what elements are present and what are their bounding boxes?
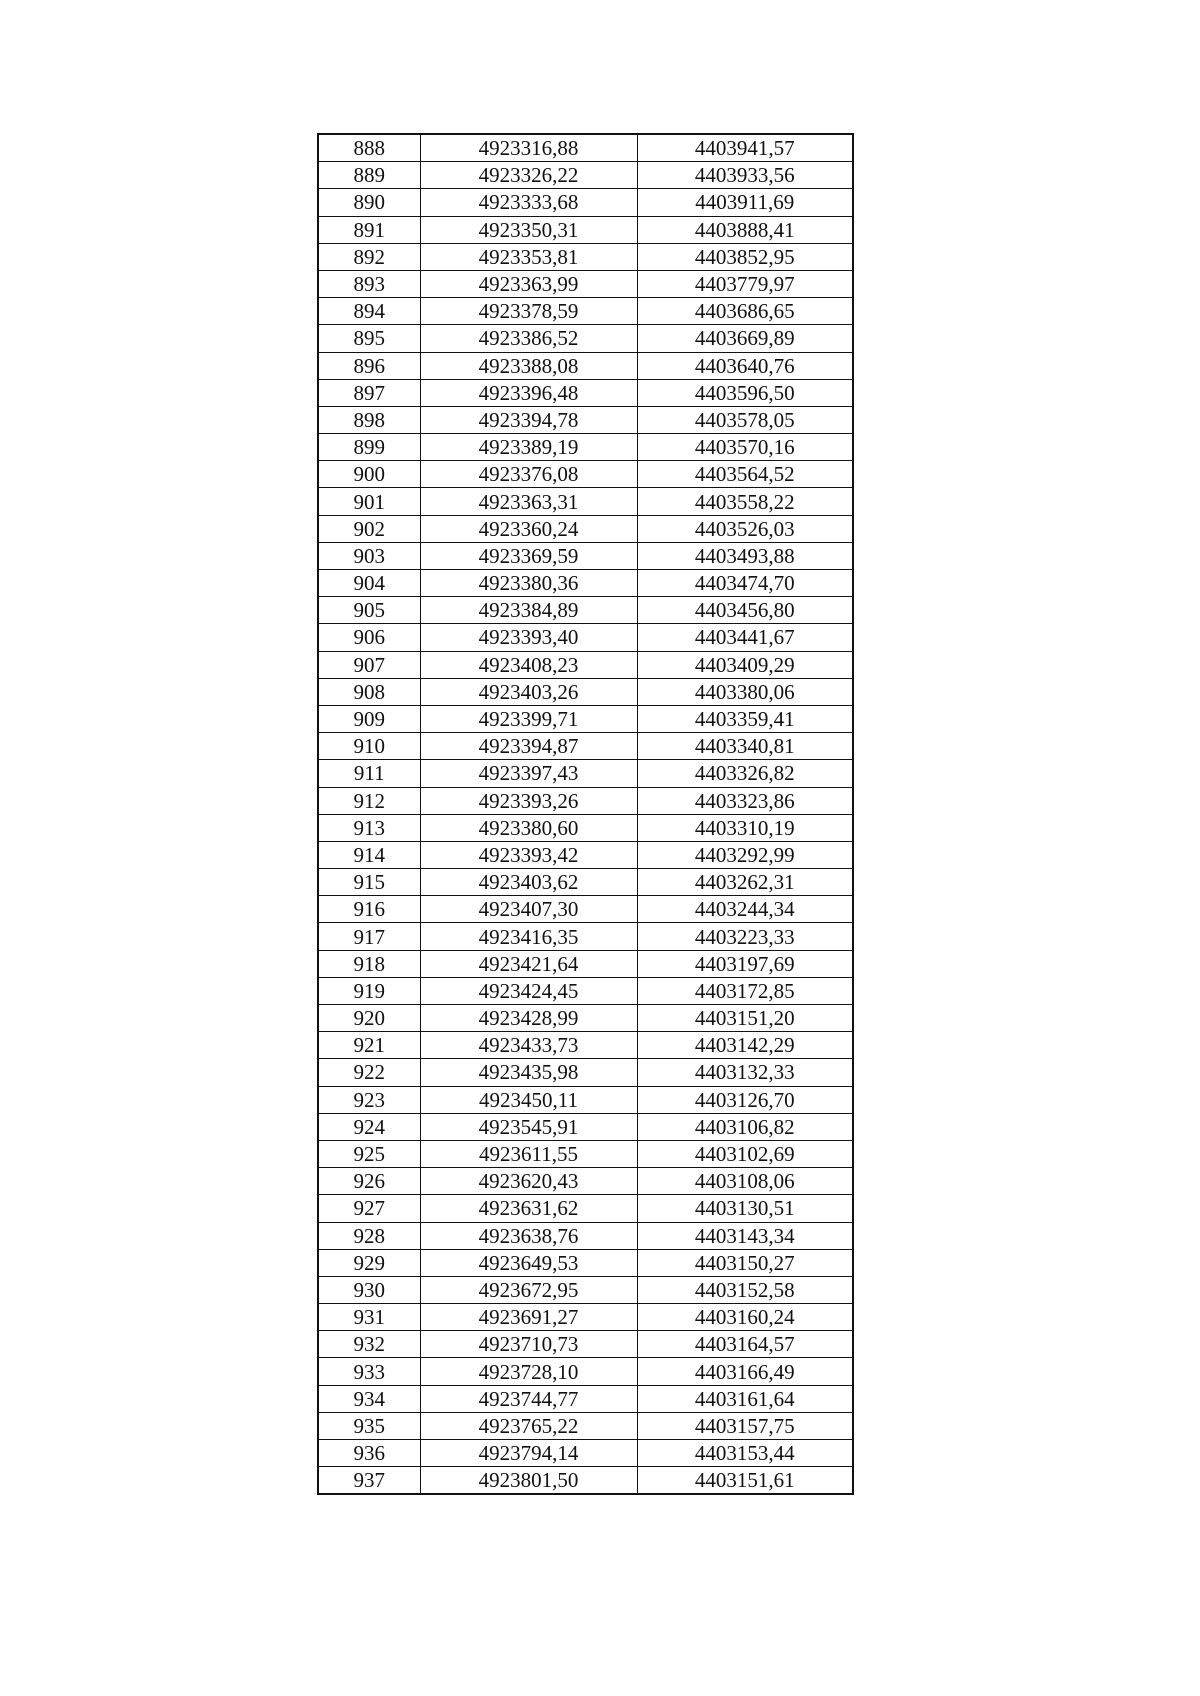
- y-coordinate-cell: 4403441,67: [637, 624, 853, 651]
- y-coordinate-cell: 4403197,69: [637, 950, 853, 977]
- y-coordinate-cell: 4403132,33: [637, 1059, 853, 1086]
- y-coordinate-cell: 4403152,58: [637, 1276, 853, 1303]
- point-number-cell: 895: [318, 325, 420, 352]
- y-coordinate-cell: 4403130,51: [637, 1195, 853, 1222]
- point-number-cell: 929: [318, 1249, 420, 1276]
- table-row: [318, 1168, 853, 1195]
- table-row: [318, 787, 853, 814]
- x-coordinate-cell: 4923393,26: [420, 787, 637, 814]
- y-coordinate-cell: 4403262,31: [637, 869, 853, 896]
- x-coordinate-cell: 4923403,62: [420, 869, 637, 896]
- y-coordinate-cell: 4403126,70: [637, 1086, 853, 1113]
- x-coordinate-cell: 4923363,31: [420, 488, 637, 515]
- x-coordinate-cell: 4923326,22: [420, 162, 637, 189]
- table-row: [318, 406, 853, 433]
- x-coordinate-cell: 4923394,87: [420, 733, 637, 760]
- point-number-cell: 934: [318, 1385, 420, 1412]
- x-coordinate-cell: 4923620,43: [420, 1168, 637, 1195]
- table-row: [318, 1412, 853, 1439]
- table-row: [318, 216, 853, 243]
- point-number-cell: 925: [318, 1140, 420, 1167]
- table-row: [318, 189, 853, 216]
- x-coordinate-cell: 4923424,45: [420, 977, 637, 1004]
- y-coordinate-cell: 4403310,19: [637, 814, 853, 841]
- table-row: [318, 760, 853, 787]
- x-coordinate-cell: 4923691,27: [420, 1304, 637, 1331]
- x-coordinate-cell: 4923450,11: [420, 1086, 637, 1113]
- table-row: [318, 243, 853, 270]
- table-row: [318, 977, 853, 1004]
- y-coordinate-cell: 4403596,50: [637, 379, 853, 406]
- y-coordinate-cell: 4403888,41: [637, 216, 853, 243]
- x-coordinate-cell: 4923611,55: [420, 1140, 637, 1167]
- point-number-cell: 890: [318, 189, 420, 216]
- y-coordinate-cell: 4403323,86: [637, 787, 853, 814]
- point-number-cell: 937: [318, 1467, 420, 1495]
- y-coordinate-cell: 4403326,82: [637, 760, 853, 787]
- x-coordinate-cell: 4923765,22: [420, 1412, 637, 1439]
- table-row: [318, 1304, 853, 1331]
- y-coordinate-cell: 4403340,81: [637, 733, 853, 760]
- y-coordinate-cell: 4403106,82: [637, 1113, 853, 1140]
- table-row: [318, 1276, 853, 1303]
- y-coordinate-cell: 4403143,34: [637, 1222, 853, 1249]
- point-number-cell: 915: [318, 869, 420, 896]
- point-number-cell: 911: [318, 760, 420, 787]
- table-row: [318, 1358, 853, 1385]
- point-number-cell: 897: [318, 379, 420, 406]
- y-coordinate-cell: 4403669,89: [637, 325, 853, 352]
- table-row: [318, 270, 853, 297]
- table-row: [318, 134, 853, 162]
- point-number-cell: 932: [318, 1331, 420, 1358]
- table-row: [318, 488, 853, 515]
- y-coordinate-cell: 4403493,88: [637, 542, 853, 569]
- y-coordinate-cell: 4403933,56: [637, 162, 853, 189]
- x-coordinate-cell: 4923316,88: [420, 134, 637, 162]
- x-coordinate-cell: 4923380,36: [420, 570, 637, 597]
- x-coordinate-cell: 4923353,81: [420, 243, 637, 270]
- x-coordinate-cell: 4923728,10: [420, 1358, 637, 1385]
- point-number-cell: 924: [318, 1113, 420, 1140]
- point-number-cell: 891: [318, 216, 420, 243]
- y-coordinate-cell: 4403526,03: [637, 515, 853, 542]
- y-coordinate-cell: 4403172,85: [637, 977, 853, 1004]
- table-row: [318, 1086, 853, 1113]
- x-coordinate-cell: 4923421,64: [420, 950, 637, 977]
- x-coordinate-cell: 4923428,99: [420, 1005, 637, 1032]
- point-number-cell: 926: [318, 1168, 420, 1195]
- y-coordinate-cell: 4403244,34: [637, 896, 853, 923]
- table-row: [318, 570, 853, 597]
- point-number-cell: 898: [318, 406, 420, 433]
- x-coordinate-cell: 4923397,43: [420, 760, 637, 787]
- y-coordinate-cell: 4403640,76: [637, 352, 853, 379]
- x-coordinate-cell: 4923384,89: [420, 597, 637, 624]
- x-coordinate-cell: 4923396,48: [420, 379, 637, 406]
- x-coordinate-cell: 4923389,19: [420, 434, 637, 461]
- point-number-cell: 894: [318, 298, 420, 325]
- y-coordinate-cell: 4403151,61: [637, 1467, 853, 1495]
- y-coordinate-cell: 4403359,41: [637, 705, 853, 732]
- y-coordinate-cell: 4403686,65: [637, 298, 853, 325]
- y-coordinate-cell: 4403102,69: [637, 1140, 853, 1167]
- table-row: [318, 950, 853, 977]
- point-number-cell: 909: [318, 705, 420, 732]
- table-row: [318, 162, 853, 189]
- x-coordinate-cell: 4923386,52: [420, 325, 637, 352]
- point-number-cell: 920: [318, 1005, 420, 1032]
- x-coordinate-cell: 4923369,59: [420, 542, 637, 569]
- table-row: [318, 1059, 853, 1086]
- point-number-cell: 913: [318, 814, 420, 841]
- y-coordinate-cell: 4403292,99: [637, 841, 853, 868]
- y-coordinate-cell: 4403150,27: [637, 1249, 853, 1276]
- y-coordinate-cell: 4403151,20: [637, 1005, 853, 1032]
- table-row: [318, 1195, 853, 1222]
- table-row: [318, 624, 853, 651]
- y-coordinate-cell: 4403911,69: [637, 189, 853, 216]
- point-number-cell: 906: [318, 624, 420, 651]
- table-row: [318, 597, 853, 624]
- y-coordinate-cell: 4403153,44: [637, 1440, 853, 1467]
- point-number-cell: 917: [318, 923, 420, 950]
- table-row: [318, 1385, 853, 1412]
- table-row: [318, 896, 853, 923]
- point-number-cell: 888: [318, 134, 420, 162]
- x-coordinate-cell: 4923801,50: [420, 1467, 637, 1495]
- x-coordinate-cell: 4923376,08: [420, 461, 637, 488]
- table-row: [318, 733, 853, 760]
- point-number-cell: 902: [318, 515, 420, 542]
- x-coordinate-cell: 4923350,31: [420, 216, 637, 243]
- y-coordinate-cell: 4403456,80: [637, 597, 853, 624]
- x-coordinate-cell: 4923638,76: [420, 1222, 637, 1249]
- point-number-cell: 919: [318, 977, 420, 1004]
- point-number-cell: 931: [318, 1304, 420, 1331]
- x-coordinate-cell: 4923393,40: [420, 624, 637, 651]
- point-number-cell: 905: [318, 597, 420, 624]
- point-number-cell: 892: [318, 243, 420, 270]
- coordinates-table: [317, 133, 854, 1495]
- point-number-cell: 893: [318, 270, 420, 297]
- x-coordinate-cell: 4923388,08: [420, 352, 637, 379]
- point-number-cell: 928: [318, 1222, 420, 1249]
- table-row: [318, 651, 853, 678]
- y-coordinate-cell: 4403142,29: [637, 1032, 853, 1059]
- x-coordinate-cell: 4923360,24: [420, 515, 637, 542]
- table-row: [318, 1005, 853, 1032]
- table-row: [318, 923, 853, 950]
- table-row: [318, 1032, 853, 1059]
- point-number-cell: 889: [318, 162, 420, 189]
- table-row: [318, 1113, 853, 1140]
- table-row: [318, 1222, 853, 1249]
- table-row: [318, 1249, 853, 1276]
- y-coordinate-cell: 4403779,97: [637, 270, 853, 297]
- table-row: [318, 678, 853, 705]
- table-row: [318, 705, 853, 732]
- table-row: [318, 298, 853, 325]
- x-coordinate-cell: 4923378,59: [420, 298, 637, 325]
- point-number-cell: 908: [318, 678, 420, 705]
- point-number-cell: 918: [318, 950, 420, 977]
- y-coordinate-cell: 4403558,22: [637, 488, 853, 515]
- x-coordinate-cell: 4923403,26: [420, 678, 637, 705]
- x-coordinate-cell: 4923649,53: [420, 1249, 637, 1276]
- point-number-cell: 933: [318, 1358, 420, 1385]
- y-coordinate-cell: 4403570,16: [637, 434, 853, 461]
- x-coordinate-cell: 4923408,23: [420, 651, 637, 678]
- x-coordinate-cell: 4923393,42: [420, 841, 637, 868]
- x-coordinate-cell: 4923363,99: [420, 270, 637, 297]
- y-coordinate-cell: 4403409,29: [637, 651, 853, 678]
- point-number-cell: 921: [318, 1032, 420, 1059]
- y-coordinate-cell: 4403157,75: [637, 1412, 853, 1439]
- x-coordinate-cell: 4923407,30: [420, 896, 637, 923]
- y-coordinate-cell: 4403164,57: [637, 1331, 853, 1358]
- table-row: [318, 814, 853, 841]
- x-coordinate-cell: 4923380,60: [420, 814, 637, 841]
- y-coordinate-cell: 4403166,49: [637, 1358, 853, 1385]
- table-row: [318, 869, 853, 896]
- y-coordinate-cell: 4403578,05: [637, 406, 853, 433]
- point-number-cell: 927: [318, 1195, 420, 1222]
- table-row: [318, 325, 853, 352]
- point-number-cell: 922: [318, 1059, 420, 1086]
- x-coordinate-cell: 4923435,98: [420, 1059, 637, 1086]
- x-coordinate-cell: 4923416,35: [420, 923, 637, 950]
- point-number-cell: 896: [318, 352, 420, 379]
- point-number-cell: 903: [318, 542, 420, 569]
- x-coordinate-cell: 4923333,68: [420, 189, 637, 216]
- table-row: [318, 1440, 853, 1467]
- y-coordinate-cell: 4403564,52: [637, 461, 853, 488]
- x-coordinate-cell: 4923710,73: [420, 1331, 637, 1358]
- table-row: [318, 515, 853, 542]
- table-row: [318, 461, 853, 488]
- y-coordinate-cell: 4403108,06: [637, 1168, 853, 1195]
- point-number-cell: 916: [318, 896, 420, 923]
- coordinates-table-body: [318, 134, 853, 1494]
- point-number-cell: 901: [318, 488, 420, 515]
- x-coordinate-cell: 4923672,95: [420, 1276, 637, 1303]
- table-row: [318, 1331, 853, 1358]
- table-row: [318, 352, 853, 379]
- table-row: [318, 841, 853, 868]
- y-coordinate-cell: 4403380,06: [637, 678, 853, 705]
- x-coordinate-cell: 4923394,78: [420, 406, 637, 433]
- point-number-cell: 936: [318, 1440, 420, 1467]
- point-number-cell: 923: [318, 1086, 420, 1113]
- x-coordinate-cell: 4923631,62: [420, 1195, 637, 1222]
- point-number-cell: 912: [318, 787, 420, 814]
- point-number-cell: 914: [318, 841, 420, 868]
- y-coordinate-cell: 4403852,95: [637, 243, 853, 270]
- y-coordinate-cell: 4403223,33: [637, 923, 853, 950]
- point-number-cell: 930: [318, 1276, 420, 1303]
- x-coordinate-cell: 4923744,77: [420, 1385, 637, 1412]
- y-coordinate-cell: 4403161,64: [637, 1385, 853, 1412]
- y-coordinate-cell: 4403160,24: [637, 1304, 853, 1331]
- point-number-cell: 910: [318, 733, 420, 760]
- point-number-cell: 907: [318, 651, 420, 678]
- table-row: [318, 1467, 853, 1495]
- y-coordinate-cell: 4403941,57: [637, 134, 853, 162]
- x-coordinate-cell: 4923545,91: [420, 1113, 637, 1140]
- table-row: [318, 379, 853, 406]
- x-coordinate-cell: 4923399,71: [420, 705, 637, 732]
- table-row: [318, 1140, 853, 1167]
- x-coordinate-cell: 4923433,73: [420, 1032, 637, 1059]
- point-number-cell: 935: [318, 1412, 420, 1439]
- point-number-cell: 904: [318, 570, 420, 597]
- y-coordinate-cell: 4403474,70: [637, 570, 853, 597]
- table-row: [318, 434, 853, 461]
- table-row: [318, 542, 853, 569]
- point-number-cell: 900: [318, 461, 420, 488]
- x-coordinate-cell: 4923794,14: [420, 1440, 637, 1467]
- point-number-cell: 899: [318, 434, 420, 461]
